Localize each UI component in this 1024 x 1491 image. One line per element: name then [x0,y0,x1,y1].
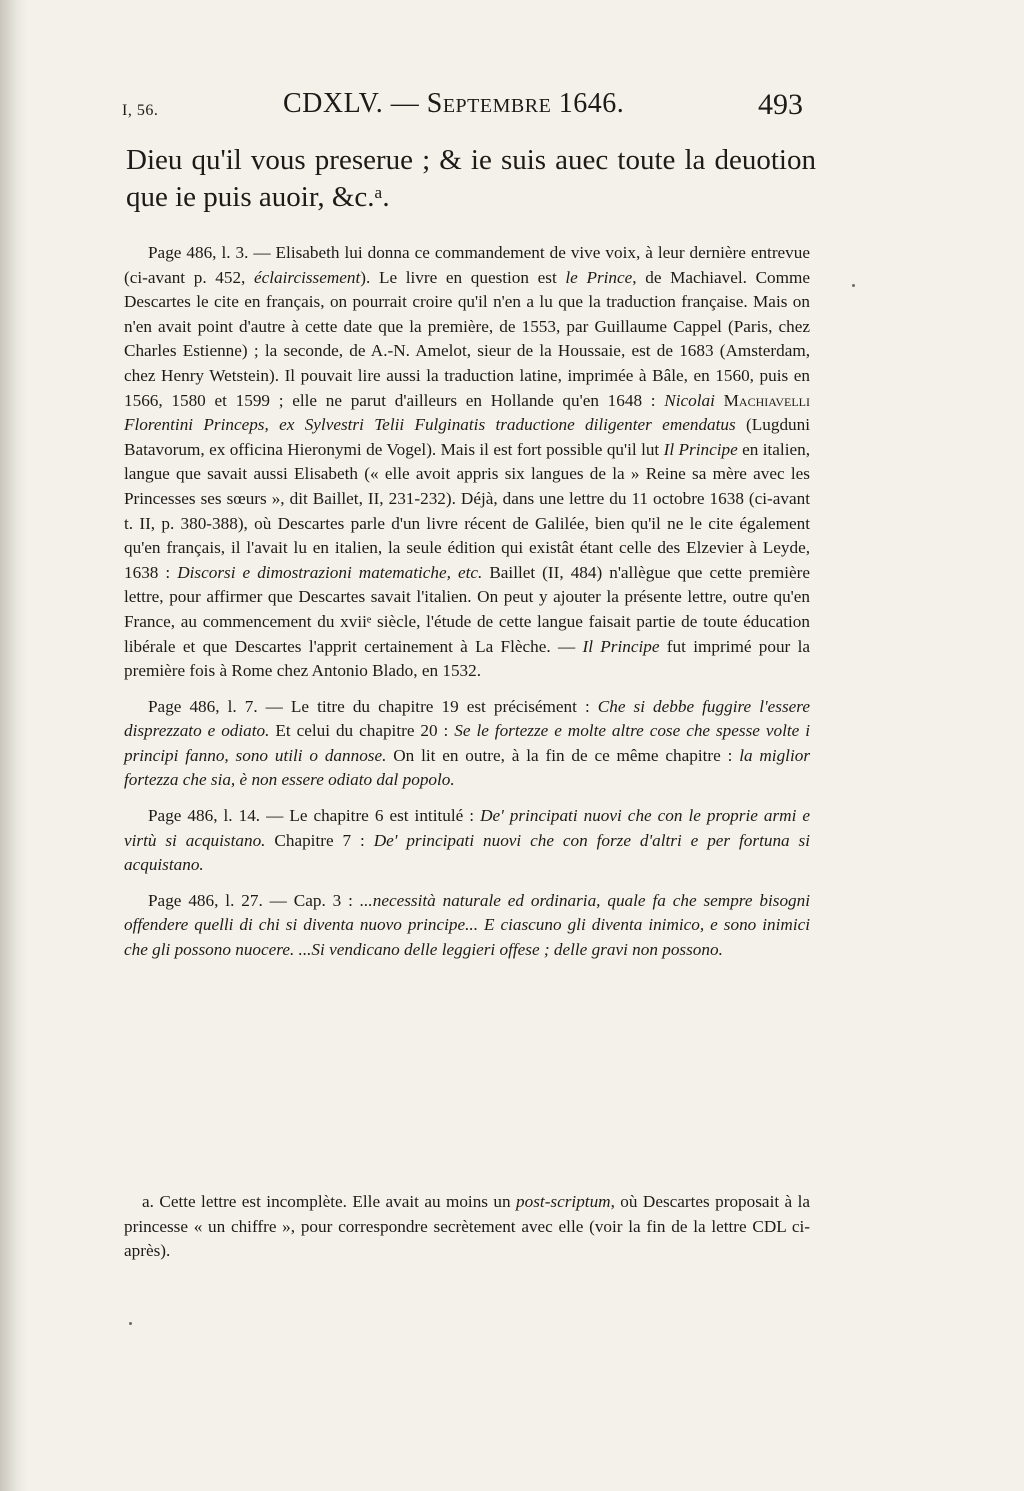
text-segment: Chapitre 7 : [265,830,374,850]
volume-reference: I, 56. [122,102,159,119]
italic-text-segment: Il Principe [582,636,660,656]
italic-text-segment: éclaircissement [254,267,361,287]
text-segment: , de Machiavel. Comme Descartes le cite en français, on pourrait croire qu'il n'en a lu que la traduction française. Mais on n'en avait point d'autre à cette date que la première, de 1553, par Guillaume Cappel (Paris, chez Charles Estienne) ; la seconde, de A.-N. Amelot, sieur de la Houssaie, est de 1683 (Amsterdam, chez Henry Wetstein). Il pouvait lire aussi la traduction latine, imprimée à Bâle, en 1560, puis en 1566, 1580 et 1599 ; elle ne parut d'ailleurs en Hollande qu'en 1648 : [124,267,811,410]
italic-text-segment: Che si debbe fuggire l'essere disprezzato e odiato. [124,696,810,741]
note-paragraph [124,804,810,878]
italic-text-segment: De' principati nuovi che con le proprie armi e virtù si acquistano. [124,806,810,850]
italic-text-segment: Discorsi e dimostrazioni matematiche, etc. [177,562,483,582]
letter-month: Septembre [426,88,552,119]
italic-text-segment: Nicolai [664,390,724,410]
italic-text-segment: Florentini Princeps, ex Sylvestri Telii Fulginatis traductione diligenter emendatus [124,415,736,435]
italic-text-segment: le Prince [565,267,633,287]
text-segment: , où Descartes proposait à la princesse « un chiffre », pour correspondre secrètement avec elle (voir la fin de la lettre CDL ci-après). [124,1192,810,1261]
running-head [0,88,1024,128]
page-speck [129,1322,132,1325]
text-segment: a. Cette lettre est incomplète. Elle avait au moins un [142,1192,517,1211]
text-segment: Page 486, l. 7. — Le titre du chapitre 19 est précisément : [148,696,598,716]
italic-text-segment: De' principati nuovi che con forze d'altri e per fortuna si acquistano. [124,830,811,875]
editorial-notes [124,241,810,963]
page-speck [852,284,855,287]
text-segment: (Lugduni Batavorum, ex officina Hieronymi de Vogel). Mais il est fort possible qu'il lut [124,415,810,459]
italic-text-segment: Se le fortezze e molte altre cose che spesse volte i principi fanno, sono utili o dannose. [124,721,810,765]
letter-number: CDXLV. — [283,88,427,119]
italic-text-segment: ...necessità naturale ed ordinaria, quale fa che sempre bisogni offendere quelli di chi si diventa nuovo principe... E ciascuno gli diventa inimico, e sono inimici che gli possono nuocere. ...Si vendicano delle leggieri offese ; delle gravi non possono. [124,890,810,960]
text-segment: Baillet (II, 484) n'allègue que cette première lettre, pour affirmer que Descartes savait l'italien. On peut y ajouter la présente lettre, outre qu'en France, au commencement du xviiᵉ siècle, l'étude de cette langue faisait partie de toute éducation libérale et que Descartes l'apprit certainement à La Flèche. — [124,562,810,656]
footnote-paragraph [124,1190,810,1264]
page-number: 493 [758,88,803,121]
text-segment: On lit en outre, à la fin de ce même chapitre : [386,745,740,765]
text-segment: Et celui du chapitre 20 : [269,721,455,741]
letter-year: 1646. [551,88,625,119]
text-segment: en italien, langue que savait aussi Elisabeth (« elle avoit appris six langues de la » Reine sa mère avec les Princesses ses sœurs », dit Baillet, II, 231-232). Déjà, dans une lettre du 11 octobre 1638 (ci-avant t. II, p. 380-388), où Descartes parle d'un livre récent de Galilée, bien qu'il ne le cite également qu'en français, il l'avait lu en italien, la seule édition qui existât étant celle des Elzevier à Leyde, 1638 : [124,439,810,582]
note-paragraph [124,889,810,963]
text-segment: Page 486, l. 27. — Cap. 3 : [148,890,360,910]
letter-heading [283,88,624,120]
letter-closing-text: Dieu qu'il vous preserue ; & ie suis auec toute la deuotion que ie puis auoir, &c.ᵃ. [126,144,816,213]
note-paragraph [124,695,810,793]
text-segment: fut imprimé pour la première fois à Rome chez Antonio Blado, en 1532. [124,636,810,681]
text-segment: ). Le livre en question est [360,267,566,287]
note-paragraph [124,241,810,684]
text-segment: Page 486, l. 14. — Le chapitre 6 est intitulé : [148,806,481,826]
italic-text-segment: post-scriptum [516,1192,611,1211]
text-segment: Machiavelli [723,390,811,410]
text-segment: Page 486, l. 3. — Elisabeth lui donna ce commandement de vive voix, à leur dernière entrevue (ci-avant p. 452, [124,243,810,287]
italic-text-segment: Il Principe [663,439,738,459]
page-gutter-shadow [0,0,28,1491]
italic-text-segment: la miglior fortezza che sia, è non essere odiato dal popolo. [124,745,811,790]
footnote [124,1190,810,1264]
